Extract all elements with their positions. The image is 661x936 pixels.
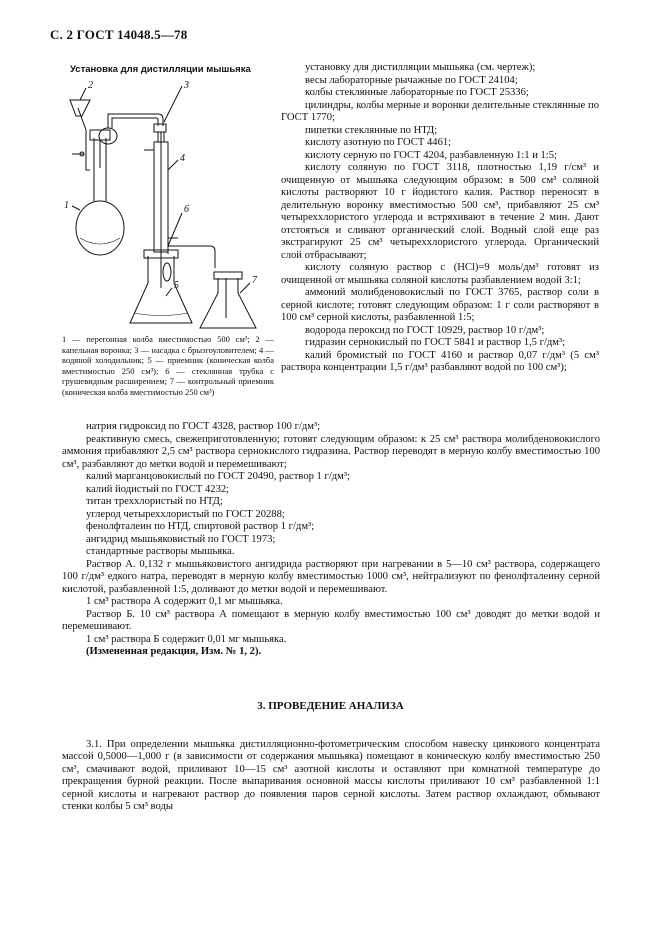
list-item: весы лабораторные рычажные по ГОСТ 24104; (305, 74, 518, 86)
list-item: установку для дистилляции мышьяка (см. чертеж); (305, 62, 536, 73)
page-header: С. 2 ГОСТ 14048.5—78 (50, 27, 188, 42)
dropping-funnel (70, 100, 90, 170)
reagent-list-main (62, 421, 600, 659)
list-item: натрия гидроксид по ГОСТ 4328, раствор 100 г/дм³; (86, 421, 321, 432)
paragraph: Раствор Б. 10 см³ раствора А помещают в мерную колбу вместимостью 100 см³ доводят до метки водой и перемешивают. (62, 608, 600, 632)
section-body (62, 728, 600, 824)
list-item: аммоний молибденовокислый по ГОСТ 3765, раствор соли в серной кислоте; готовят следующим образом: 1 г соли растворяют в 100 см³ серной кислоты, разбавленной 1:5; (281, 287, 599, 323)
paragraph: Раствор А. 0,132 г мышьяковистого ангидрида растворяют при нагревании в 5—10 см³ раствора, содержащего 100 г/дм³ едкого натра, переводят в мерную колбу вместимостью 1000 см³, нейтрализуют по фенолфталеину серной кислотой, разбавленной 1:5, доливают до метки водой и перемешивают. (62, 558, 600, 595)
distillation-apparatus-drawing (50, 78, 300, 340)
amendment-note: (Измененная редакция, Изм. № 1, 2). (86, 646, 262, 657)
control-receiver-flask (200, 272, 256, 328)
list-item: ангидрид мышьяковистый по ГОСТ 1973; (86, 533, 276, 545)
label-4: 4 (180, 153, 185, 164)
splash-trap-adapter (99, 114, 166, 168)
label-1: 1 (64, 200, 69, 211)
paragraph: 1 см³ раствора Б содержит 0,01 мг мышьяка. (86, 633, 287, 645)
list-item: стандартные растворы мышьяка. (86, 546, 235, 557)
list-item: калий марганцовокислый по ГОСТ 20490, раствор 1 г/дм³; (86, 471, 351, 482)
list-item: кислоту соляную раствор c (HCl)=9 моль/дм³ готовят из очищенной от мышьяка соляной кислоты разбавлением водой 3:1; (281, 262, 599, 286)
water-condenser (144, 132, 178, 288)
section-title: 3. ПРОВЕДЕНИЕ АНАЛИЗА (257, 700, 404, 712)
glass-tube-bulb (163, 246, 215, 281)
label-3: 3 (184, 80, 189, 91)
list-item: фенолфталеин по НТД, спиртовой раствор 1 г/дм³; (86, 521, 315, 532)
list-item: колбы стеклянные лабораторные по ГОСТ 25336; (305, 87, 529, 98)
paragraph: 3.1. При определении мышьяка дистилляционно-фотометрическим способом навеску цинкового концентрата массой 0,5000—1,000 г (в зависимости от содержания мышьяка) помещают в коническую колбу вместимостью 250 см³, смачивают водой, приливают 10—15 см³ азотной кислоты и оставляют при комнатной температуре до прекращения бурной реакции. После выпаривания основной массы кислоты приливают 10 см³ разбавленной 1:1 серной кислоты и нагревают раствор до появления паров серной кислоты. Затем раствор охлаждают, обмывают стенки колбы 5 см³ воды (62, 738, 600, 813)
list-item: цилиндры, колбы мерные и воронки делительные стеклянные по ГОСТ 1770; (281, 99, 599, 123)
list-item: калий бромистый по ГОСТ 4160 и раствор 0,07 г/дм³ (5 см³ раствора концентрации 1,5 г/дм³ разбавляют водой по 100 см³); (281, 349, 599, 373)
label-5: 5 (174, 280, 179, 291)
list-item: кислоту соляную по ГОСТ 3118, плотностью 1,19 г/см³ и очищенную от мышьяка следующим образом: в 500 см³ соляной кислоты растворяют 10 г йодистого калия. Раствор переносят в делительную воронку вместимостью 500 см³, прибавляют 25 см³ четыреххлористого углерода и встряхивают в течение 2 мин. Дают отстояться и сливают органический слой. Водный слой еще раз экстрагируют 25 см³ четыреххлористого углерода. Органический слой отбрасывают; (281, 162, 599, 261)
list-item: реактивную смесь, свежеприготовленную; готовят следующим образом: к 25 см³ раствора молибденовокислого аммония прибавляют 2,5 см³ раствора сернокислого гидразина. Раствор переводят в мерную колбу вместимостью 100 см³, разбавляют до метки водой и перемешивают; (62, 433, 600, 470)
list-item: кислоту серную по ГОСТ 4204, разбавленную 1:1 и 1:5; (305, 149, 557, 161)
paragraph: 1 см³ раствора А содержит 0,1 мг мышьяка. (86, 596, 283, 607)
list-item: калий йодистый по ГОСТ 4232; (86, 483, 230, 495)
label-6: 6 (184, 204, 189, 215)
list-item: пипетки стеклянные по НТД; (305, 124, 438, 136)
equipment-list-right-column (281, 62, 599, 375)
figure-title: Установка для дистилляции мышьяка (70, 64, 251, 75)
list-item: углерод четыреххлористый по ГОСТ 20288; (86, 508, 285, 520)
list-item: гидразин сернокислый по ГОСТ 5841 и раствор 1,5 г/дм³; (305, 337, 566, 348)
label-2: 2 (88, 80, 93, 91)
list-item: кислоту азотную по ГОСТ 4461; (305, 137, 452, 148)
figure-caption: 1 — перегонная колба вместимостью 500 см³; 2 — капельная воронка; 3 — насадка с брызгоуловителем; 4 — водяной холодильник; 5 — приемник (коническая колба вместимостью 250 см³); 6 — стеклянная трубка с грушевидным расширением; 7 — контрольный приемник (коническая колба вместимостью 250 см³) (62, 334, 274, 397)
label-7: 7 (252, 275, 257, 286)
list-item: водорода пероксид по ГОСТ 10929, раствор 10 г/дм³; (305, 324, 545, 336)
list-item: титан треххлористый по НТД; (86, 496, 223, 507)
